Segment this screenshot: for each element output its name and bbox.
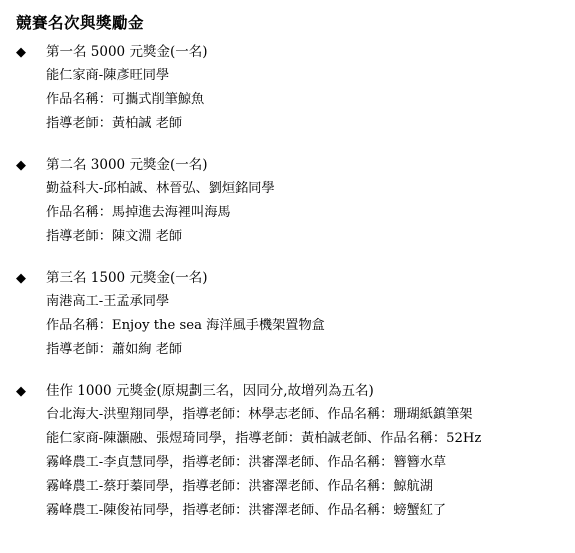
- award-header-row: [16, 40, 575, 64]
- award-header: 第一名 5000 元獎金(一名): [46, 44, 208, 60]
- work-title-line: 作品名稱：馬掉進去海裡叫海馬: [46, 205, 231, 220]
- award-header-row: [16, 266, 575, 290]
- work-title-line: 作品名稱：Enjoy the sea 海洋風手機架置物盒: [46, 318, 325, 333]
- honorable-mention-line: 霧峰農工-陳俊祐同學，指導老師：洪審澤老師、作品名稱：螃蟹紅了: [46, 503, 447, 518]
- page-title: 競賽名次與獎勵金: [16, 13, 145, 32]
- winner-line: 南港高工-王孟承同學: [46, 294, 170, 309]
- award-header-row: [16, 379, 575, 403]
- award-header: 佳作 1000 元獎金(原規劃三名，因同分,故增列為五名): [46, 383, 374, 399]
- award-section-honorable-mention: [16, 379, 575, 523]
- advisor-line: 指導老師：蕭如絢 老師: [46, 342, 183, 357]
- honorable-mention-line: 台北海大-洪聖翔同學，指導老師：林學志老師、作品名稱：珊瑚紙鎮筆架: [46, 407, 473, 422]
- award-section-second: [16, 153, 575, 249]
- work-title-line: 作品名稱：可攜式削筆鯨魚: [46, 92, 205, 107]
- award-header: 第三名 1500 元獎金(一名): [46, 270, 208, 286]
- honorable-mention-line: 能仁家商-陳灝融、張煜琦同學，指導老師：黃柏誠老師、作品名稱：52Hz: [46, 431, 482, 446]
- diamond-bullet-icon: ◆: [16, 158, 26, 173]
- diamond-bullet-icon: ◆: [16, 384, 26, 399]
- award-header: 第二名 3000 元獎金(一名): [46, 157, 208, 173]
- award-section-third: [16, 266, 575, 362]
- honorable-mention-line: 霧峰農工-蔡玗蓁同學，指導老師：洪審澤老師、作品名稱：鯨航湖: [46, 479, 433, 494]
- diamond-bullet-icon: ◆: [16, 45, 26, 60]
- honorable-mention-line: 霧峰農工-李貞慧同學，指導老師：洪審澤老師、作品名稱：簪簪水草: [46, 455, 447, 470]
- award-section-first: [16, 40, 575, 136]
- advisor-line: 指導老師：黃柏誠 老師: [46, 116, 183, 131]
- advisor-line: 指導老師：陳文淵 老師: [46, 229, 183, 244]
- award-header-row: [16, 153, 575, 177]
- winner-line: 能仁家商-陳彥旺同學: [46, 68, 170, 83]
- winner-line: 勤益科大-邱柏誠、林晉弘、劉烜銘同學: [46, 181, 275, 196]
- diamond-bullet-icon: ◆: [16, 271, 26, 286]
